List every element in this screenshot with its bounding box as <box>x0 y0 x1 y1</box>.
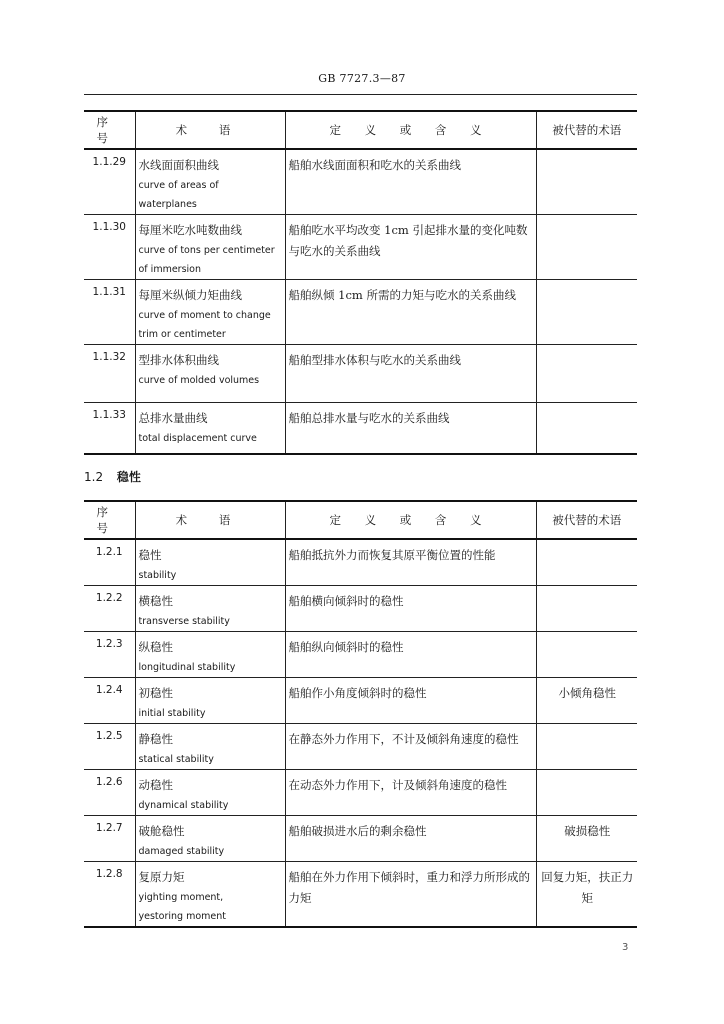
column-header-number: 序 号 <box>84 501 135 539</box>
term-chinese: 每厘米纵倾力矩曲线 <box>138 288 242 302</box>
term-english: dynamical stability <box>138 800 229 811</box>
replaced-term-cell <box>536 586 637 632</box>
replaced-term-cell <box>536 403 637 454</box>
term-english: of immersion <box>138 264 201 275</box>
term-english: trim or centimeter <box>138 329 226 340</box>
term-english: yighting moment, <box>138 892 224 903</box>
term-english: curve of tons per centimeter <box>138 245 275 256</box>
term-cell <box>135 862 285 928</box>
term-cell <box>135 770 285 816</box>
standard-code-header: GB 7727.3—87 <box>318 72 406 85</box>
definition-cell: 船舶纵向倾斜时的稳性 <box>285 632 536 678</box>
term-english: stability <box>138 570 177 581</box>
term-english: total displacement curve <box>138 433 257 444</box>
term-english: longitudinal stability <box>138 662 236 673</box>
replaced-term-cell: 破损稳性 <box>536 816 637 862</box>
term-cell <box>135 215 285 280</box>
term-english: statical stability <box>138 754 214 765</box>
table-body <box>84 539 637 927</box>
definition-cell: 在静态外力作用下，不计及倾斜角速度的稳性 <box>285 724 536 770</box>
table-row <box>84 862 637 928</box>
replaced-term-cell <box>536 724 637 770</box>
term-chinese: 动稳性 <box>138 778 173 792</box>
term-number: 1.1.31 <box>84 280 135 345</box>
section-number: 1.2 <box>84 470 104 484</box>
term-number: 1.2.3 <box>84 632 135 678</box>
term-english: yestoring moment <box>138 911 226 922</box>
replaced-term-cell <box>536 149 637 215</box>
term-chinese: 每厘米吃水吨数曲线 <box>138 223 242 237</box>
replaced-term-cell <box>536 539 637 586</box>
page-number: 3 <box>622 942 629 953</box>
term-number: 1.2.5 <box>84 724 135 770</box>
section-title: 稳性 <box>116 470 141 484</box>
term-number: 1.1.32 <box>84 345 135 403</box>
term-number: 1.1.33 <box>84 403 135 454</box>
term-chinese: 横稳性 <box>138 594 173 608</box>
term-chinese: 水线面面积曲线 <box>138 158 219 172</box>
term-chinese: 初稳性 <box>138 686 173 700</box>
term-english: initial stability <box>138 708 206 719</box>
term-chinese: 复原力矩 <box>138 870 185 884</box>
definition-cell: 船舶横向倾斜时的稳性 <box>285 586 536 632</box>
table-row <box>84 724 637 770</box>
definition-cell: 船舶作小角度倾斜时的稳性 <box>285 678 536 724</box>
table-row <box>84 403 637 454</box>
replaced-term-cell <box>536 345 637 403</box>
table-row <box>84 345 637 403</box>
terms-table-2 <box>84 500 637 928</box>
section-heading <box>84 468 141 485</box>
replaced-term-cell: 回复力矩，扶正力矩 <box>536 862 637 928</box>
terms-table-1 <box>84 110 637 455</box>
table-row <box>84 770 637 816</box>
definition-cell: 船舶破损进水后的剩余稳性 <box>285 816 536 862</box>
table-header-row <box>84 111 637 149</box>
term-chinese: 破舱稳性 <box>138 824 185 838</box>
term-cell <box>135 724 285 770</box>
table-row <box>84 149 637 215</box>
term-number: 1.2.6 <box>84 770 135 816</box>
term-english: curve of molded volumes <box>138 375 260 386</box>
table-body <box>84 149 637 454</box>
column-header-replaced: 被代替的术语 <box>536 501 637 539</box>
term-cell <box>135 280 285 345</box>
definition-cell: 船舶纵倾 1cm 所需的力矩与吃水的关系曲线 <box>285 280 536 345</box>
column-header-number: 序 号 <box>84 111 135 149</box>
definition-cell: 船舶水线面面积和吃水的关系曲线 <box>285 149 536 215</box>
table-row <box>84 678 637 724</box>
term-english: transverse stability <box>138 616 230 627</box>
term-english: waterplanes <box>138 199 197 210</box>
replaced-term-cell: 小倾角稳性 <box>536 678 637 724</box>
column-header-definition: 定 义 或 含 义 <box>285 501 536 539</box>
term-chinese: 静稳性 <box>138 732 173 746</box>
term-cell <box>135 816 285 862</box>
table-row <box>84 539 637 586</box>
term-cell <box>135 149 285 215</box>
definition-cell: 船舶总排水量与吃水的关系曲线 <box>285 403 536 454</box>
term-cell <box>135 345 285 403</box>
definition-cell: 船舶抵抗外力而恢复其原平衡位置的性能 <box>285 539 536 586</box>
term-chinese: 总排水量曲线 <box>138 411 208 425</box>
replaced-term-cell <box>536 770 637 816</box>
term-number: 1.2.1 <box>84 539 135 586</box>
replaced-term-cell <box>536 215 637 280</box>
term-cell <box>135 632 285 678</box>
term-cell <box>135 539 285 586</box>
term-english: curve of areas of <box>138 180 219 191</box>
replaced-term-cell <box>536 632 637 678</box>
term-chinese: 纵稳性 <box>138 640 173 654</box>
table-header-row <box>84 501 637 539</box>
term-cell <box>135 678 285 724</box>
column-header-term: 术 语 <box>135 501 285 539</box>
table-row <box>84 215 637 280</box>
column-header-definition: 定 义 或 含 义 <box>285 111 536 149</box>
term-cell <box>135 403 285 454</box>
term-number: 1.2.2 <box>84 586 135 632</box>
column-header-term: 术 语 <box>135 111 285 149</box>
definition-cell: 船舶型排水体积与吃水的关系曲线 <box>285 345 536 403</box>
header-rule <box>84 94 637 95</box>
term-english: damaged stability <box>138 846 225 857</box>
definition-cell: 船舶吃水平均改变 1cm 引起排水量的变化吨数与吃水的关系曲线 <box>285 215 536 280</box>
definition-cell: 船舶在外力作用下倾斜时，重力和浮力所形成的力矩 <box>285 862 536 928</box>
term-chinese: 稳性 <box>138 548 162 562</box>
term-chinese: 型排水体积曲线 <box>138 353 219 367</box>
term-number: 1.2.4 <box>84 678 135 724</box>
term-number: 1.2.7 <box>84 816 135 862</box>
term-number: 1.1.29 <box>84 149 135 215</box>
term-number: 1.2.8 <box>84 862 135 928</box>
replaced-term-cell <box>536 280 637 345</box>
term-number: 1.1.30 <box>84 215 135 280</box>
column-header-replaced: 被代替的术语 <box>536 111 637 149</box>
table-row <box>84 586 637 632</box>
table-row <box>84 280 637 345</box>
table-row <box>84 816 637 862</box>
definition-cell: 在动态外力作用下，计及倾斜角速度的稳性 <box>285 770 536 816</box>
term-cell <box>135 586 285 632</box>
table-row <box>84 632 637 678</box>
term-english: curve of moment to change <box>138 310 271 321</box>
